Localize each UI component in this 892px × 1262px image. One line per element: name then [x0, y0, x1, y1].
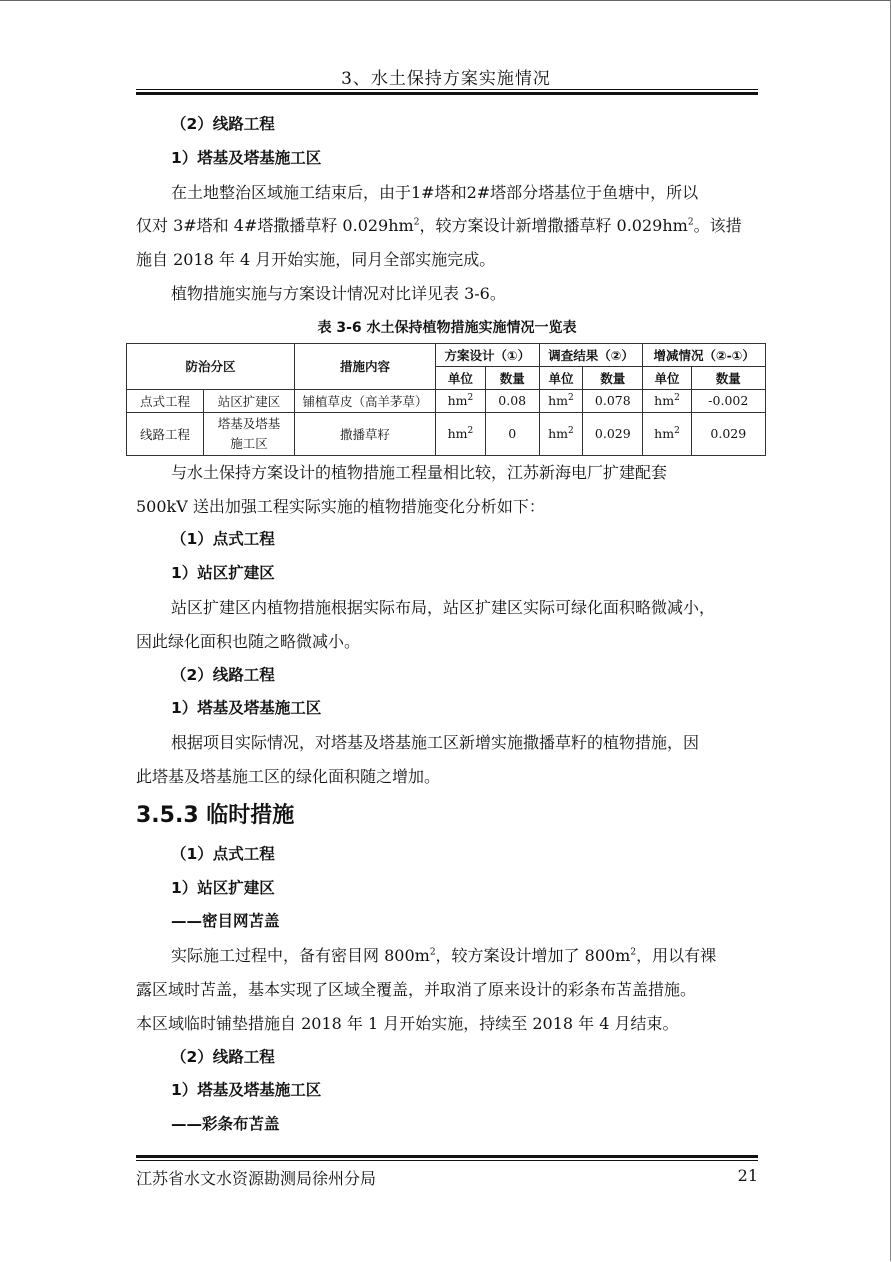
unit-text: hm — [654, 393, 675, 409]
paragraph-line: 植物措施实施与方案设计情况对比详见表 3-6。 — [171, 283, 506, 303]
unit-text: hm — [447, 426, 468, 442]
superscript: 2 — [568, 393, 574, 404]
footer-rule-thick — [136, 1155, 758, 1158]
table-cell — [436, 412, 486, 455]
paragraph-line: 与水土保持方案设计的植物措施工程量相比较，江苏新海电厂扩建配套 — [171, 462, 668, 482]
table-cell: 0.029 — [691, 412, 765, 455]
superscript: 2 — [630, 947, 637, 958]
text-segment: 仅对 3#塔和 4#塔撒播草籽 0.029hm — [136, 216, 414, 236]
table-cell — [436, 389, 486, 412]
subheading-point-project: （1）点式工程 — [171, 530, 275, 549]
subheading-tower-area: 1）塔基及塔基施工区 — [171, 1081, 322, 1100]
table-cell: 点式工程 — [127, 389, 204, 412]
superscript: 2 — [467, 393, 474, 404]
table-header-qty: 数量 — [485, 366, 539, 389]
table-header-content: 措施内容 — [295, 343, 436, 389]
table-header-change: 增减情况（②-①） — [643, 343, 766, 366]
paragraph-line: 站区扩建区内植物措施根据实际布局，站区扩建区实际可绿化面积略微减小， — [171, 597, 716, 617]
text-segment: 实际施工过程中，备有密目网 800m — [171, 946, 430, 966]
paragraph-line: 施自 2018 年 4 月开始实施，同月全部实施完成。 — [136, 250, 496, 270]
header-rule-thin — [136, 89, 758, 90]
unit-text: hm — [654, 426, 675, 442]
table-cell: 塔基及塔基施工区 — [204, 412, 295, 455]
subheading-route-project: （2）线路工程 — [171, 665, 275, 684]
superscript: 2 — [429, 947, 436, 958]
subheading-route-project: （2）线路工程 — [171, 115, 275, 133]
text-segment: ，较方案设计增加了 800m — [435, 946, 631, 966]
footer-rule-thin — [136, 1160, 758, 1161]
table-cell — [539, 412, 583, 455]
paragraph-line: 本区域临时铺垫措施自 2018 年 1 月开始实施，持续至 2018 年 4 月结束。 — [136, 1013, 679, 1033]
table-header-zone: 防治分区 — [127, 343, 295, 389]
table-cell: 站区扩建区 — [204, 389, 295, 412]
page-header-title: 3、水土保持方案实施情况 — [341, 69, 551, 89]
superscript: 2 — [687, 218, 694, 229]
paragraph-line: 500kV 送出加强工程实际实施的植物措施变化分析如下： — [136, 496, 545, 516]
table-cell: 0.078 — [583, 389, 643, 412]
table-cell: 0.029 — [583, 412, 643, 455]
subheading-point-project: （1）点式工程 — [171, 844, 275, 863]
text-segment: ，用以有裸 — [636, 946, 717, 966]
superscript: 2 — [674, 426, 680, 437]
table-header-qty: 数量 — [583, 366, 643, 389]
paragraph-line: 根据项目实际情况，对塔基及塔基施工区新增实施撒播草籽的植物措施，因 — [171, 733, 700, 753]
header-rule-thick — [136, 92, 758, 95]
footer-organization: 江苏省水文水资源勘测局徐州分局 — [136, 1169, 377, 1188]
paragraph-line — [136, 209, 758, 243]
paragraph-line: 在土地整治区域施工结束后，由于1#塔和2#塔部分塔基位于鱼塘中，所以 — [171, 182, 699, 202]
paragraph-line: 露区域时苫盖，基本实现了区域全覆盖，并取消了原来设计的彩条布苫盖措施。 — [136, 979, 697, 999]
subheading-dense-net-cover: ——密目网苫盖 — [171, 912, 280, 931]
superscript: 2 — [674, 393, 680, 404]
unit-text: hm — [447, 393, 468, 409]
table-header-unit: 单位 — [436, 366, 486, 389]
table-cell: 0.08 — [485, 389, 539, 412]
subheading-station-area: 1）站区扩建区 — [171, 564, 275, 583]
table-cell: 线路工程 — [127, 412, 204, 455]
subheading-color-cloth-cover: ——彩条布苫盖 — [171, 1115, 280, 1134]
unit-text: hm — [548, 393, 569, 409]
table-row — [127, 389, 766, 412]
section-heading: 3.5.3 临时措施 — [136, 802, 295, 828]
superscript: 2 — [467, 426, 474, 437]
subheading-station-area: 1）站区扩建区 — [171, 878, 275, 897]
plant-measures-table — [126, 343, 766, 456]
table-row — [127, 412, 766, 455]
table-cell — [539, 389, 583, 412]
paragraph-line: 此塔基及塔基施工区的绿化面积随之增加。 — [136, 766, 441, 786]
unit-text: hm — [548, 426, 569, 442]
table-cell — [643, 412, 691, 455]
table-header-survey: 调查结果（②） — [539, 343, 643, 366]
table-header-design: 方案设计（①） — [436, 343, 540, 366]
table-cell: 铺植草皮（高羊茅草） — [295, 389, 436, 412]
text-segment: 。该措 — [693, 216, 742, 236]
table-header-unit: 单位 — [539, 366, 583, 389]
page-content — [136, 108, 758, 1142]
table-caption: 表 3-6 水土保持植物措施实施情况一览表 — [317, 319, 577, 336]
table-cell: -0.002 — [691, 389, 765, 412]
subheading-tower-area: 1）塔基及塔基施工区 — [171, 699, 322, 718]
table-cell: 撒播草籽 — [295, 412, 436, 455]
table-header-unit: 单位 — [643, 366, 691, 389]
paragraph-line: 因此绿化面积也随之略微减小。 — [136, 631, 361, 651]
text-segment: ，较方案设计新增撒播草籽 0.029hm — [419, 216, 688, 236]
paragraph-line — [136, 939, 758, 973]
subheading-route-project: （2）线路工程 — [171, 1047, 275, 1066]
table-cell — [643, 389, 691, 412]
table-cell: 0 — [485, 412, 539, 455]
superscript: 2 — [413, 218, 420, 229]
superscript: 2 — [568, 426, 574, 437]
subheading-tower-area: 1）塔基及塔基施工区 — [171, 148, 322, 167]
table-header-qty: 数量 — [691, 366, 765, 389]
page-number: 21 — [737, 1166, 758, 1185]
